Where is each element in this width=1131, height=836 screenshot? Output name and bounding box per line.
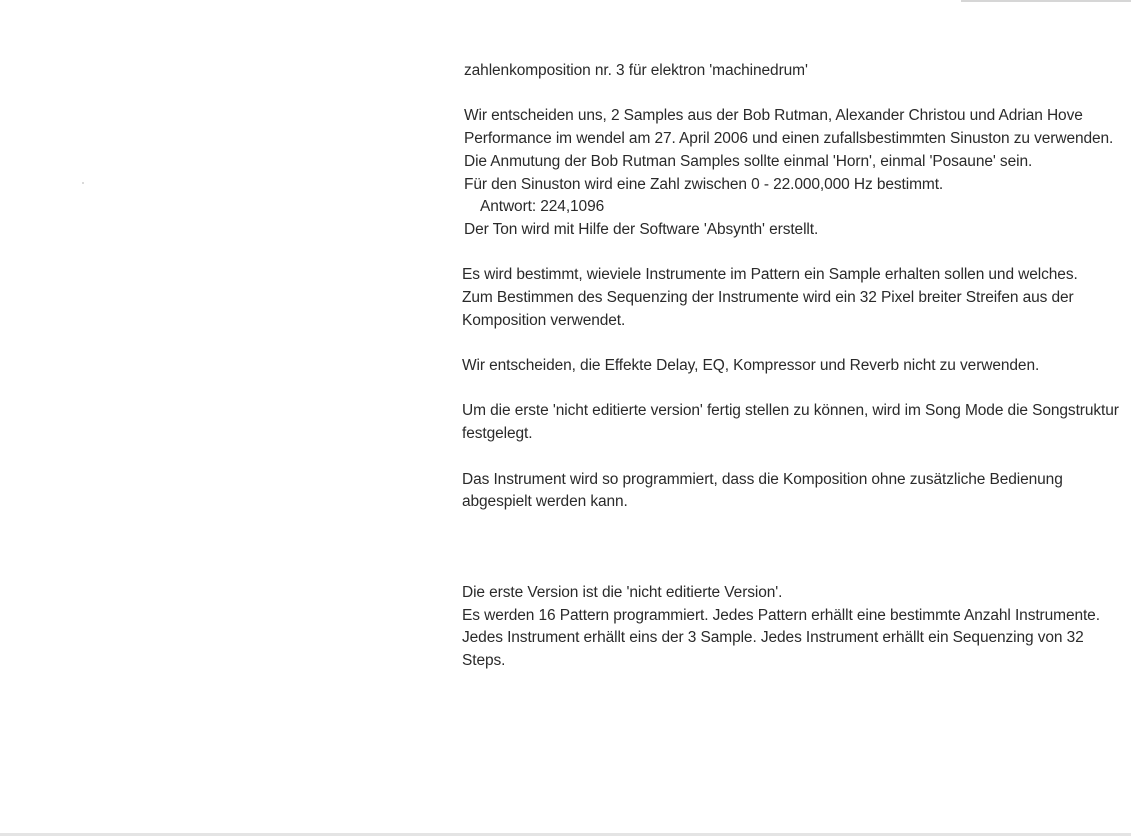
paragraph-spacer — [464, 332, 1124, 355]
text-line: Performance im wendel am 27. April 2006 und einen zufallsbestimmten Sinuston zu verwenden. — [464, 130, 1114, 148]
document-body — [464, 60, 1124, 673]
text-line: Es wird bestimmt, wieviele Instrumente im Pattern ein Sample erhalten sollen und welches. — [462, 266, 1078, 284]
text-line: Jedes Instrument erhällt eins der 3 Sample. Jedes Instrument erhällt ein Sequenzing von 32 — [462, 629, 1084, 647]
top-edge-line — [961, 0, 1131, 2]
paragraph-spacer — [464, 446, 1124, 469]
section-spacer — [464, 514, 1124, 582]
text-line: Die Anmutung der Bob Rutman Samples sollte einmal 'Horn', einmal 'Posaune' sein. — [464, 152, 1033, 170]
text-line: Der Ton wird mit Hilfe der Software 'Absynth' erstellt. — [464, 220, 819, 238]
text-line: Es werden 16 Pattern programmiert. Jedes Pattern erhällt eine bestimmte Anzahl Instrumente. — [462, 606, 1100, 624]
text-line: Für den Sinuston wird eine Zahl zwischen 0 - 22.000,000 Hz bestimmt. — [464, 175, 944, 193]
paragraph-spacer — [464, 83, 1124, 106]
text-line: Wir entscheiden, die Effekte Delay, EQ, Kompressor und Reverb nicht zu verwenden. — [462, 357, 1040, 375]
scan-speck — [82, 182, 84, 184]
text-line: Um die erste 'nicht editierte version' fertig stellen zu können, wird im Song Mode die Songstruktur — [462, 402, 1119, 420]
answer-line: Antwort: 224,1096 — [480, 198, 605, 216]
text-line: Komposition verwendet. — [462, 311, 626, 329]
document-title: zahlenkomposition nr. 3 für elektron 'machinedrum' — [464, 62, 808, 79]
paragraph-spacer — [464, 378, 1124, 401]
paragraph-effects — [462, 355, 1124, 378]
paragraph-songmode — [462, 400, 1124, 445]
text-line: Wir entscheiden uns, 2 Samples aus der Bob Rutman, Alexander Christou und Adrian Hove — [464, 107, 1083, 125]
text-line: Die erste Version ist die 'nicht editierte Version'. — [462, 583, 783, 601]
text-line: Steps. — [462, 652, 506, 670]
paragraph-playback — [462, 469, 1124, 514]
paragraph-instruments — [462, 264, 1124, 332]
paragraph-samples — [464, 105, 1124, 241]
text-line: festgelegt. — [462, 425, 533, 443]
text-line: Das Instrument wird so programmiert, dass die Komposition ohne zusätzliche Bedienung — [462, 470, 1063, 488]
paragraph-version — [462, 582, 1124, 673]
text-line: abgespielt werden kann. — [462, 493, 628, 511]
text-line: Zum Bestimmen des Sequenzing der Instrumente wird ein 32 Pixel breiter Streifen aus der — [462, 289, 1074, 306]
paragraph-spacer — [464, 242, 1124, 265]
